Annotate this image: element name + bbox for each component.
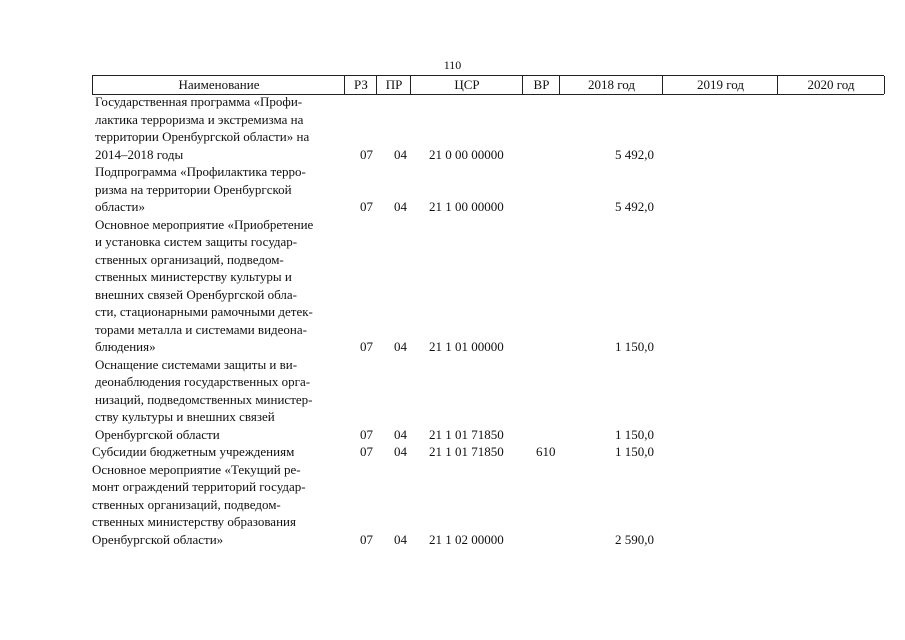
row-csr: 21 0 00 00000	[429, 146, 504, 162]
header-2020: 2020 год	[777, 76, 885, 94]
row-name-line: Основное мероприятие «Текущий ре-	[92, 461, 301, 477]
row-amount-2018: 5 492,0	[615, 146, 654, 162]
row-amount-2018: 5 492,0	[615, 199, 654, 214]
row-name-line: ственных организаций, подведом-	[95, 251, 284, 267]
row-csr: 21 1 01 71850	[429, 444, 504, 459]
row-name-line: ственных организаций, подведом-	[92, 496, 281, 512]
row-name	[0, 356, 347, 444]
row-amount-2018: 1 150,0	[615, 426, 654, 442]
row-name-line: Основное мероприятие «Приобретение	[95, 216, 314, 232]
row-name-line: Оренбургской области	[95, 426, 220, 442]
row-amount-2018: 1 150,0	[615, 339, 654, 354]
row-vr: 610	[536, 444, 556, 459]
row-pr: 04	[394, 146, 407, 162]
row-amount-2018: 1 150,0	[615, 444, 654, 459]
row-csr: 21 1 02 00000	[429, 531, 504, 547]
row-name-line: Оснащение системами защиты и ви-	[95, 356, 298, 372]
table-row	[0, 461, 905, 549]
row-name-line: Субсидии бюджетным учреждениям	[92, 444, 295, 459]
table-row	[0, 443, 905, 461]
row-rz: 07	[360, 339, 373, 354]
row-name-line: сти, стационарными рамочными детек-	[95, 304, 313, 319]
row-name-line: низаций, подведомственных министер-	[95, 391, 313, 407]
row-name-line: монт ограждений территорий государ-	[92, 479, 306, 494]
row-name	[0, 93, 347, 163]
row-pr: 04	[394, 339, 407, 354]
table-row	[0, 356, 905, 444]
row-name-line: блюдения»	[95, 339, 156, 354]
row-rz: 07	[360, 199, 373, 214]
header-pr: ПР	[376, 76, 411, 94]
row-csr: 21 1 01 71850	[429, 426, 504, 442]
header-2018: 2018 год	[559, 76, 663, 94]
row-name	[0, 216, 347, 356]
header-rz: РЗ	[344, 76, 377, 94]
row-pr: 04	[394, 426, 407, 442]
row-rz: 07	[360, 531, 373, 547]
row-csr: 21 1 01 00000	[429, 339, 504, 354]
row-name-line: ственных министерству культуры и	[95, 269, 292, 284]
row-pr: 04	[394, 531, 407, 547]
row-name-line: внешних связей Оренбургской обла-	[95, 286, 297, 302]
row-name-line: территории Оренбургской области» на	[95, 129, 310, 144]
table-body	[0, 93, 905, 548]
row-name-line: Подпрограмма «Профилактика терро-	[95, 164, 306, 179]
table-header	[92, 75, 884, 95]
row-name-line: Оренбургской области»	[92, 531, 224, 547]
row-name-line: лактика терроризма и экстремизма на	[95, 111, 304, 127]
row-name-line: 2014–2018 годы	[95, 146, 184, 162]
header-csr: ЦСР	[410, 76, 523, 94]
row-amount-2018: 2 590,0	[615, 531, 654, 547]
header-2019: 2019 год	[662, 76, 778, 94]
row-name	[0, 163, 347, 216]
row-csr: 21 1 00 00000	[429, 199, 504, 214]
header-vr: ВР	[522, 76, 560, 94]
row-name-line: и установка систем защиты государ-	[95, 234, 298, 249]
header-name: Наименование	[92, 76, 345, 94]
row-rz: 07	[360, 444, 373, 459]
page-number: 110	[443, 58, 462, 72]
row-name	[0, 443, 344, 461]
row-name-line: области»	[95, 199, 145, 214]
row-name	[0, 461, 344, 549]
table-row	[0, 163, 905, 216]
row-name-line: ственных министерству образования	[92, 514, 296, 529]
row-name-line: ству культуры и внешних связей	[95, 409, 275, 424]
row-rz: 07	[360, 146, 373, 162]
row-name-line: деонаблюдения государственных орга-	[95, 374, 311, 389]
row-pr: 04	[394, 199, 407, 214]
table-row	[0, 216, 905, 356]
row-name-line: ризма на территории Оренбургской	[95, 181, 292, 197]
table-row	[0, 93, 905, 163]
row-name-line: Государственная программа «Профи-	[95, 94, 303, 109]
row-rz: 07	[360, 426, 373, 442]
row-name-line: торами металла и системами видеона-	[95, 321, 307, 337]
row-pr: 04	[394, 444, 407, 459]
